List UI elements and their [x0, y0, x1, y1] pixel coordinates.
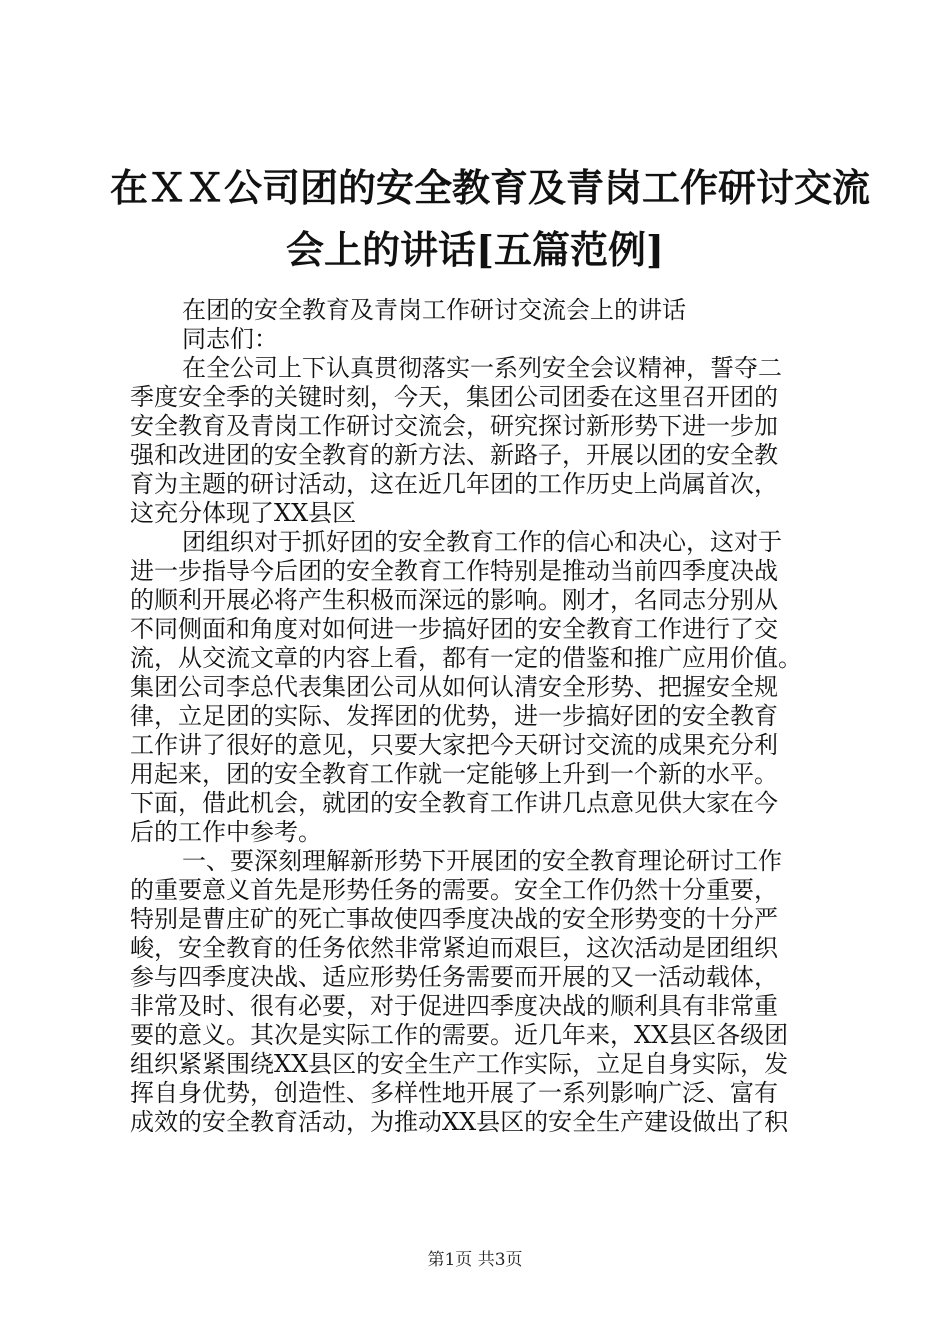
body-line: 后的工作中参考。 [130, 818, 322, 846]
body-line: 在全公司上下认真贯彻落实一系列安全会议精神，誓夺二 [182, 354, 782, 382]
body-line: 挥自身优势，创造性、多样性地开展了一系列影响广泛、富有 [130, 1079, 778, 1107]
body-line: 要的意义。其次是实际工作的需要。近几年来，XX县区各级团 [130, 1021, 789, 1049]
body-line: 同志们： [182, 325, 278, 353]
body-line: 工作讲了很好的意见，只要大家把今天研讨交流的成果充分利 [130, 731, 778, 759]
body-line: 的顺利开展必将产生积极而深远的影响。刚才，名同志分别从 [130, 586, 778, 614]
body-line: 峻，安全教育的任务依然非常紧迫而艰巨，这次活动是团组织 [130, 934, 778, 962]
body-line: 的重要意义首先是形势任务的需要。安全工作仍然十分重要， [130, 876, 778, 904]
body-line: 组织紧紧围绕XX县区的安全生产工作实际，立足自身实际，发 [130, 1050, 789, 1078]
body-line: 非常及时、很有必要，对于促进四季度决战的顺利具有非常重 [130, 992, 778, 1020]
document-title-line-2: 会上的讲话[五篇范例] [286, 227, 664, 272]
body-line: 不同侧面和角度对如何进一步搞好团的安全教育工作进行了交 [130, 615, 778, 643]
body-line: 下面，借此机会，就团的安全教育工作讲几点意见供大家在今 [130, 789, 778, 817]
document-title-line-1: 在ＸＸ公司团的安全教育及青岗工作研讨交流 [110, 165, 871, 210]
body-line: 进一步指导今后团的安全教育工作特别是推动当前四季度决战 [130, 557, 778, 585]
body-line: 一、要深刻理解新形势下开展团的安全教育理论研讨工作 [182, 847, 782, 875]
body-line: 在团的安全教育及青岗工作研讨交流会上的讲话 [182, 296, 686, 324]
page-footer: 第1页 共3页 [427, 1250, 523, 1270]
document-body [130, 296, 850, 1137]
body-line: 律，立足团的实际、发挥团的优势，进一步搞好团的安全教育 [130, 702, 778, 730]
body-line: 强和改进团的安全教育的新方法、新路子，开展以团的安全教 [130, 441, 778, 469]
body-line: 流，从交流文章的内容上看，都有一定的借鉴和推广应用价值。 [130, 644, 802, 672]
body-line: 参与四季度决战、适应形势任务需要而开展的又一活动载体， [130, 963, 778, 991]
body-line: 团组织对于抓好团的安全教育工作的信心和决心，这对于 [182, 528, 782, 556]
body-line: 特别是曹庄矿的死亡事故使四季度决战的安全形势变的十分严 [130, 905, 778, 933]
body-line: 集团公司李总代表集团公司从如何认清安全形势、把握安全规 [130, 673, 778, 701]
body-line: 季度安全季的关键时刻，今天，集团公司团委在这里召开团的 [130, 383, 778, 411]
body-line: 安全教育及青岗工作研讨交流会，研究探讨新形势下进一步加 [130, 412, 778, 440]
body-line: 成效的安全教育活动，为推动XX县区的安全生产建设做出了积 [130, 1108, 789, 1136]
body-line: 育为主题的研讨活动，这在近几年团的工作历史上尚属首次， [130, 470, 778, 498]
body-line: 用起来，团的安全教育工作就一定能够上升到一个新的水平。 [130, 760, 778, 788]
body-line: 这充分体现了XX县区 [130, 499, 357, 527]
